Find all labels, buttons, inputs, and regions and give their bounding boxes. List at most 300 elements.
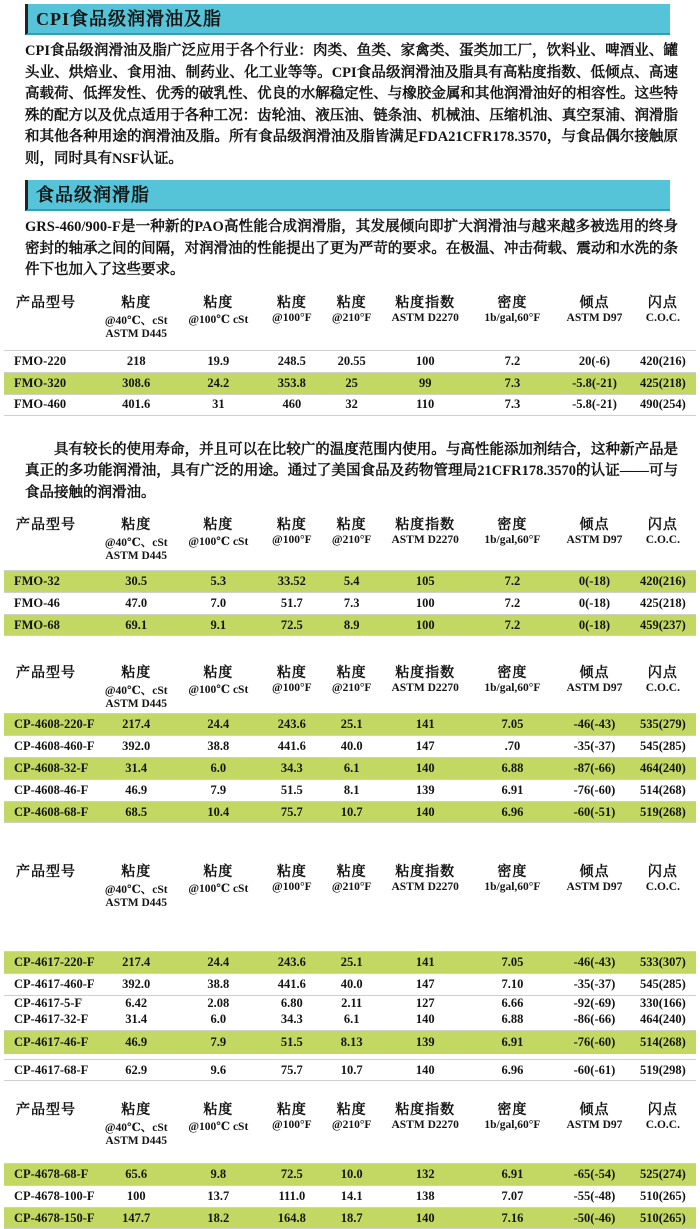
value-cell: 514(268) xyxy=(639,783,686,797)
value-cell: 243.6 xyxy=(277,717,306,731)
value-cell: 139 xyxy=(415,1035,435,1049)
column-header xyxy=(323,1099,381,1131)
column-header-subtitle: @40℃、cSt xyxy=(104,884,168,896)
column-header-title: 粘度指数 xyxy=(395,1103,456,1118)
table-header-row xyxy=(4,514,696,562)
value-cell: 9.1 xyxy=(210,617,227,632)
column-header-subtitle: @100°F xyxy=(272,881,312,893)
value-cell: 34.3 xyxy=(280,1011,303,1026)
value-cell: 9.8 xyxy=(210,1167,227,1181)
value-cell: 510(265) xyxy=(639,1210,686,1225)
column-header-title: 倾点 xyxy=(579,1103,610,1118)
value-cell: 514(268) xyxy=(639,1035,686,1049)
column-header-subtitle: ASTM D445 xyxy=(105,327,168,340)
value-cell: 14.1 xyxy=(340,1189,363,1203)
value-cell: 140 xyxy=(415,1011,435,1026)
value-cell: 459(237) xyxy=(639,617,686,632)
table-row xyxy=(4,394,696,416)
column-header xyxy=(470,861,556,893)
column-header xyxy=(97,1099,176,1147)
column-header-subtitle: ASTM D97 xyxy=(566,311,623,324)
spec-table-cp4678 xyxy=(0,1099,700,1229)
column-header xyxy=(555,662,634,694)
column-header xyxy=(470,292,556,324)
value-cell: 460 xyxy=(282,397,302,411)
value-cell: 10.7 xyxy=(340,1062,363,1077)
column-header-subtitle: @100℃ cSt xyxy=(188,684,249,696)
column-header-subtitle: ASTM D445 xyxy=(105,897,168,909)
value-cell: 248.5 xyxy=(277,353,306,368)
value-cell: 6.80 xyxy=(280,996,303,1010)
value-cell: 75.7 xyxy=(280,804,303,819)
column-header-title: 粘度 xyxy=(276,666,307,681)
column-header-subtitle: ASTM D97 xyxy=(566,1119,623,1131)
value-cell: 7.3 xyxy=(504,397,521,411)
value-cell: 100 xyxy=(415,596,435,610)
value-cell: -60(-51) xyxy=(573,804,616,819)
column-header-title: 密度 xyxy=(497,518,528,533)
value-cell: 6.42 xyxy=(125,996,148,1010)
table-row xyxy=(4,592,696,614)
column-header-title: 粘度指数 xyxy=(395,666,456,681)
column-header xyxy=(97,292,176,340)
value-cell: 51.5 xyxy=(280,783,303,797)
column-header-title: 粘度 xyxy=(121,295,152,311)
value-cell: 13.7 xyxy=(207,1189,230,1203)
value-cell: -86(-66) xyxy=(573,1011,616,1026)
value-cell: 6.91 xyxy=(501,783,524,797)
column-header xyxy=(261,1099,323,1131)
column-header-subtitle: 1b/gal,60°F xyxy=(484,682,541,694)
table-row xyxy=(4,735,696,757)
value-cell: 535(279) xyxy=(639,717,686,731)
table-row xyxy=(4,713,696,735)
section-title-oils xyxy=(25,4,670,35)
value-cell: 31 xyxy=(212,397,225,411)
product-model-cell: FMO-32 xyxy=(14,574,60,588)
product-model-cell: FMO-460 xyxy=(14,397,67,411)
column-header-subtitle: ASTM D97 xyxy=(566,881,623,893)
value-cell: 2.11 xyxy=(341,996,363,1010)
column-header xyxy=(323,861,381,893)
value-cell: 420(216) xyxy=(639,353,686,368)
column-header-title: 密度 xyxy=(497,865,528,880)
value-cell: 18.7 xyxy=(340,1210,363,1225)
product-model-cell: FMO-220 xyxy=(14,353,67,368)
value-cell: 7.0 xyxy=(210,596,227,610)
table-header-row xyxy=(4,861,696,909)
column-header-title: 粘度 xyxy=(121,1103,152,1118)
column-header-title: 粘度 xyxy=(203,1103,234,1118)
column-header-title: 产品型号 xyxy=(16,1103,76,1118)
column-header-subtitle: 1b/gal,60°F xyxy=(484,311,541,324)
column-header xyxy=(323,662,381,694)
table-row xyxy=(4,614,696,636)
value-cell: 51.7 xyxy=(280,596,303,610)
column-header xyxy=(8,861,97,881)
value-cell: 62.9 xyxy=(125,1062,148,1077)
oils-intro-paragraph: CPI食品级润滑油及脂广泛应用于各个行业：肉类、鱼类、家禽类、蛋类加工厂，饮料业、啤酒业、罐头业、烘焙业、食用油、制药业、化工业等等。CPI食品级润滑油及脂具有高粘度指数、低倾点、高速高载荷、低挥发性、优秀的破乳性、优良的水解稳定性、与橡胶金属和其他润滑油好的相容性。这些特殊的配方以及优点适用于各种工况：齿轮油、液压油、链条油、机械油、压缩机油、真空泵浦、润滑脂和其他各种用途的润滑油及脂。所有食品级润滑油及脂皆满足FDA21CFR178.3570，与食品偶尔接触原则，同时具有NSF认证。 xyxy=(25,43,678,167)
value-cell: 425(218) xyxy=(639,375,686,390)
value-cell: 218 xyxy=(126,353,146,368)
value-cell: 533(307) xyxy=(639,955,686,969)
table-row xyxy=(4,350,696,372)
column-header-subtitle: ASTM D2270 xyxy=(391,682,459,694)
value-cell: 40.0 xyxy=(340,977,363,991)
value-cell: 38.8 xyxy=(207,977,230,991)
product-model-cell: CP-4617-32-F xyxy=(14,1011,89,1026)
value-cell: 525(274) xyxy=(639,1167,686,1181)
column-header-title: 粘度 xyxy=(336,1103,367,1118)
value-cell: 7.9 xyxy=(210,783,227,797)
column-header-subtitle: ASTM D2270 xyxy=(391,534,459,546)
value-cell: 8.1 xyxy=(343,783,360,797)
column-header-subtitle: @210°F xyxy=(331,311,372,324)
value-cell: 9.6 xyxy=(210,1062,227,1077)
value-cell: 308.6 xyxy=(122,375,151,390)
value-cell: 401.6 xyxy=(122,397,151,411)
column-header-subtitle: C.O.C. xyxy=(645,1119,680,1131)
section-title-oils-text: CPI食品级润滑油及脂 xyxy=(36,9,222,29)
value-cell: -55(-48) xyxy=(573,1189,616,1203)
value-cell: 75.7 xyxy=(280,1062,303,1077)
column-header-title: 倾点 xyxy=(579,295,610,311)
column-header-subtitle: @210°F xyxy=(331,534,372,546)
table-row xyxy=(4,973,696,995)
value-cell: 353.8 xyxy=(277,375,306,390)
column-header-subtitle: @100°F xyxy=(272,311,312,324)
table-header-row xyxy=(4,292,696,340)
column-header-subtitle: @100℃ cSt xyxy=(188,883,249,895)
column-header-subtitle: @100℃ cSt xyxy=(188,313,249,326)
value-cell: 46.9 xyxy=(125,783,148,797)
column-header xyxy=(381,292,470,324)
column-header-subtitle: @40℃、cSt xyxy=(104,1122,168,1134)
column-header-title: 闪点 xyxy=(647,666,678,681)
value-cell: -76(-60) xyxy=(573,1035,616,1049)
grease-intro-paragraph: GRS-460/900-F是一种新的PAO高性能合成润滑脂，其发展倾向即扩大润滑油与越来越多被选用的终身密封的轴承之间的间隔，对润滑油的性能提出了更为严苛的要求。在极温、冲击荷载、震动和水洗的条件下也加入了这些要求。 xyxy=(25,219,678,278)
column-header-title: 粘度 xyxy=(203,666,234,681)
spacer xyxy=(0,416,700,434)
value-cell: 72.5 xyxy=(280,617,303,632)
column-header-subtitle: @210°F xyxy=(331,682,372,694)
column-header-title: 粘度 xyxy=(203,518,234,533)
value-cell: 0(-18) xyxy=(578,596,611,610)
column-header xyxy=(634,1099,692,1131)
value-cell: 65.6 xyxy=(125,1167,148,1181)
column-header xyxy=(381,662,470,694)
table-row xyxy=(4,1207,696,1229)
value-cell: 68.5 xyxy=(125,804,148,819)
value-cell: 545(285) xyxy=(639,977,686,991)
value-cell: 32 xyxy=(345,397,358,411)
column-header xyxy=(176,662,262,696)
product-model-cell: CP-4608-46-F xyxy=(14,783,89,797)
column-header-title: 粘度 xyxy=(336,295,367,311)
column-header-subtitle: C.O.C. xyxy=(645,682,680,694)
section-title-grease xyxy=(25,180,670,211)
value-cell: 2.08 xyxy=(207,996,230,1010)
value-cell: 464(240) xyxy=(639,761,686,775)
column-header-subtitle: ASTM D2270 xyxy=(391,881,459,893)
value-cell: 8.9 xyxy=(343,617,360,632)
column-header xyxy=(176,292,262,326)
value-cell: 31.4 xyxy=(125,761,148,775)
value-cell: 510(265) xyxy=(639,1189,686,1203)
value-cell: 6.91 xyxy=(501,1167,524,1181)
column-header-subtitle: @210°F xyxy=(331,881,372,893)
value-cell: 147 xyxy=(415,739,435,753)
product-model-cell: CP-4608-220-F xyxy=(14,717,95,731)
value-cell: -5.8(-21) xyxy=(572,375,617,390)
value-cell: 7.2 xyxy=(504,353,521,368)
column-header-subtitle: 1b/gal,60°F xyxy=(484,881,541,893)
column-header-title: 粘度 xyxy=(121,865,152,880)
value-cell: 138 xyxy=(415,1189,435,1203)
column-header xyxy=(97,514,176,562)
column-header xyxy=(555,514,634,546)
value-cell: -76(-60) xyxy=(573,783,616,797)
value-cell: 72.5 xyxy=(280,1167,303,1181)
table-row xyxy=(4,1011,696,1027)
value-cell: -35(-37) xyxy=(573,977,616,991)
column-header-subtitle: C.O.C. xyxy=(645,311,680,324)
column-header-title: 倾点 xyxy=(579,518,610,533)
table-row xyxy=(4,372,696,394)
value-cell: -46(-43) xyxy=(573,717,616,731)
column-header-title: 粘度 xyxy=(336,518,367,533)
table-row xyxy=(4,570,696,592)
column-header-title: 倾点 xyxy=(579,865,610,880)
column-header xyxy=(176,1099,262,1133)
product-model-cell: CP-4608-460-F xyxy=(14,739,95,753)
value-cell: 6.1 xyxy=(343,1011,360,1026)
column-header-title: 产品型号 xyxy=(16,518,76,533)
value-cell: 25 xyxy=(345,375,358,390)
column-header xyxy=(8,292,97,312)
product-model-cell: FMO-46 xyxy=(14,596,60,610)
value-cell: 392.0 xyxy=(122,739,151,753)
column-header-title: 粘度 xyxy=(121,666,152,681)
table-row xyxy=(4,801,696,823)
value-cell: 140 xyxy=(415,1210,435,1225)
column-header-subtitle: @40℃、cSt xyxy=(104,685,168,697)
table-header-row xyxy=(4,662,696,710)
value-cell: -60(-61) xyxy=(573,1062,616,1077)
column-header-subtitle: ASTM D445 xyxy=(105,1135,168,1147)
value-cell: -5.8(-21) xyxy=(572,397,617,411)
column-header xyxy=(8,1099,97,1119)
column-header xyxy=(381,1099,470,1131)
column-header-title: 产品型号 xyxy=(16,865,76,880)
table-row xyxy=(4,1030,696,1054)
column-header-title: 粘度 xyxy=(276,1103,307,1118)
value-cell: -87(-66) xyxy=(573,761,616,775)
column-header-title: 密度 xyxy=(497,295,528,311)
column-header-title: 倾点 xyxy=(579,666,610,681)
product-model-cell: CP-4617-220-F xyxy=(14,955,95,969)
column-header xyxy=(176,514,262,548)
value-cell: 24.2 xyxy=(207,375,230,390)
column-header-title: 粘度 xyxy=(276,518,307,533)
column-header-title: 粘度 xyxy=(336,666,367,681)
value-cell: 132 xyxy=(415,1167,435,1181)
value-cell: -65(-54) xyxy=(573,1167,616,1181)
column-header-subtitle: @100°F xyxy=(272,1119,312,1131)
value-cell: 7.05 xyxy=(501,717,524,731)
table-header-row xyxy=(4,1099,696,1147)
value-cell: 25.1 xyxy=(340,717,363,731)
value-cell: 6.1 xyxy=(343,761,360,775)
value-cell: 0(-18) xyxy=(578,574,611,588)
value-cell: 46.9 xyxy=(125,1035,148,1049)
value-cell: 7.07 xyxy=(501,1189,524,1203)
column-header-title: 粘度指数 xyxy=(395,865,456,880)
column-header xyxy=(634,662,692,694)
value-cell: 24.4 xyxy=(207,955,230,969)
column-header xyxy=(176,861,262,895)
table-row xyxy=(4,757,696,779)
column-header-subtitle: @40℃、cSt xyxy=(104,537,168,549)
column-header xyxy=(555,292,634,324)
value-cell: 6.96 xyxy=(501,804,524,819)
column-header xyxy=(634,861,692,893)
column-header-subtitle: ASTM D97 xyxy=(566,534,623,546)
table-row xyxy=(4,1185,696,1207)
value-cell: 99 xyxy=(418,375,432,390)
value-cell: 33.52 xyxy=(277,574,306,588)
value-cell: 31.4 xyxy=(125,1011,148,1026)
value-cell: 24.4 xyxy=(207,717,230,731)
value-cell: 7.9 xyxy=(210,1035,227,1049)
column-header-title: 密度 xyxy=(497,666,528,681)
column-header-subtitle: @100℃ cSt xyxy=(188,1121,249,1133)
value-cell: 7.2 xyxy=(504,596,521,610)
column-header-subtitle: 1b/gal,60°F xyxy=(484,534,541,546)
column-header-subtitle: ASTM D2270 xyxy=(391,311,459,324)
column-header-title: 粘度 xyxy=(203,295,234,311)
value-cell: 147.7 xyxy=(122,1210,151,1225)
table-row xyxy=(4,1163,696,1185)
value-cell: 69.1 xyxy=(125,617,148,632)
value-cell: 490(254) xyxy=(639,397,686,411)
column-header-title: 粘度 xyxy=(276,865,307,880)
value-cell: 19.9 xyxy=(207,353,230,368)
value-cell: 6.88 xyxy=(501,1011,524,1026)
product-model-cell: CP-4617-46-F xyxy=(14,1035,89,1049)
column-header-title: 粘度 xyxy=(121,518,152,533)
column-header xyxy=(261,662,323,694)
column-header-subtitle: C.O.C. xyxy=(645,881,680,893)
column-header-title: 粘度指数 xyxy=(395,295,456,311)
value-cell: -50(-46) xyxy=(573,1210,616,1225)
value-cell: 40.0 xyxy=(340,739,363,753)
value-cell: 7.3 xyxy=(504,375,521,390)
value-cell: 140 xyxy=(415,804,435,819)
value-cell: 7.2 xyxy=(504,574,521,588)
value-cell: 140 xyxy=(415,1062,435,1077)
value-cell: 20(-6) xyxy=(578,353,611,368)
value-cell: 10.0 xyxy=(340,1167,363,1181)
value-cell: 10.4 xyxy=(207,804,230,819)
value-cell: 6.88 xyxy=(501,761,524,775)
table-row xyxy=(4,779,696,801)
spec-table-cp4617 xyxy=(0,861,700,1081)
column-header-subtitle: @100°F xyxy=(272,682,312,694)
value-cell: 127 xyxy=(415,996,435,1010)
product-model-cell: CP-4608-32-F xyxy=(14,761,89,775)
column-header-title: 闪点 xyxy=(647,1103,678,1118)
column-header-subtitle: ASTM D445 xyxy=(105,698,168,710)
value-cell: 7.05 xyxy=(501,955,524,969)
column-header xyxy=(555,1099,634,1131)
value-cell: 100 xyxy=(415,617,435,632)
column-header-title: 粘度 xyxy=(336,865,367,880)
spec-table-fmo-low xyxy=(0,514,700,636)
value-cell: 330(166) xyxy=(639,996,686,1010)
value-cell: 6.91 xyxy=(501,1035,524,1049)
value-cell: 105 xyxy=(415,574,435,588)
column-header-title: 粘度指数 xyxy=(395,518,456,533)
value-cell: 545(285) xyxy=(639,739,686,753)
value-cell: .70 xyxy=(504,739,521,753)
value-cell: 20.55 xyxy=(337,353,366,368)
product-model-cell: FMO-68 xyxy=(14,617,60,632)
value-cell: 519(298) xyxy=(639,1062,686,1077)
spec-table-fmo-high xyxy=(0,292,700,416)
value-cell: 47.0 xyxy=(125,596,148,610)
value-cell: 6.96 xyxy=(501,1062,524,1077)
spec-table-cp4608 xyxy=(0,662,700,823)
value-cell: 0(-18) xyxy=(578,617,611,632)
value-cell: 110 xyxy=(416,397,435,411)
value-cell: 10.7 xyxy=(340,804,363,819)
column-header-subtitle: ASTM D445 xyxy=(105,550,168,562)
table-row xyxy=(4,951,696,973)
value-cell: 464(240) xyxy=(639,1011,686,1026)
value-cell: 5.4 xyxy=(343,574,360,588)
value-cell: 30.5 xyxy=(125,574,148,588)
column-header xyxy=(634,514,692,546)
column-header xyxy=(323,514,381,546)
value-cell: 6.0 xyxy=(210,1011,227,1026)
value-cell: 34.3 xyxy=(280,761,303,775)
value-cell: 7.10 xyxy=(501,977,524,991)
column-header xyxy=(261,292,323,324)
value-cell: 18.2 xyxy=(207,1210,230,1225)
value-cell: 6.0 xyxy=(210,761,227,775)
value-cell: 100 xyxy=(415,353,435,368)
column-header xyxy=(261,861,323,893)
column-header-subtitle: C.O.C. xyxy=(645,534,680,546)
column-header-title: 闪点 xyxy=(647,865,678,880)
product-model-cell: CP-4617-460-F xyxy=(14,977,95,991)
product-model-cell: CP-4678-150-F xyxy=(14,1210,95,1225)
value-cell: 217.4 xyxy=(122,955,151,969)
value-cell: -46(-43) xyxy=(573,955,616,969)
value-cell: 25.1 xyxy=(340,955,363,969)
table-row xyxy=(4,1059,696,1081)
column-header xyxy=(97,662,176,710)
column-header-subtitle: @40℃、cSt xyxy=(104,314,168,327)
column-header-title: 粘度 xyxy=(203,865,234,880)
column-header-subtitle: 1b/gal,60°F xyxy=(484,1119,541,1131)
column-header-subtitle: @100℃ cSt xyxy=(188,536,249,548)
product-model-cell: CP-4617-5-F xyxy=(14,996,83,1010)
value-cell: 392.0 xyxy=(122,977,151,991)
value-cell: 7.3 xyxy=(343,596,360,610)
value-cell: 8.13 xyxy=(340,1035,363,1049)
